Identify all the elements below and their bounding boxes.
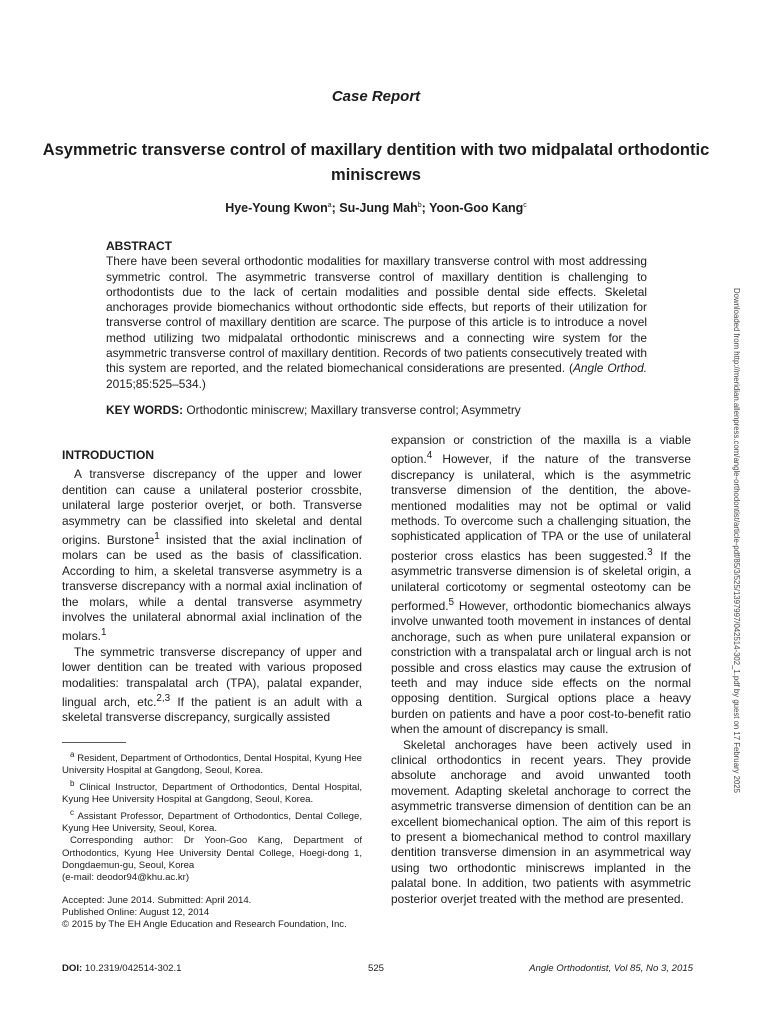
abstract-body: There have been several orthodontic modalities for maxillary transverse control with most addressing symmetric control. The asymmetric transverse control of maxillary dentition is challenging to orthodontists due to the lack of certain modalities and possible dental side effects. Skeletal anchorages provide biomechanics without orthodontic side effects, but reports of their utilization for transverse control of maxillary dentition are scarce. The purpose of this article is to introduce a novel method utilizing two midpalatal orthodontic miniscrews and a connecting wire system for the asymmetric transverse control of maxillary dentition. Records of two patients consecutively treated with this system are reported, and the related biomechanical considerations are presented. ( bbox=[106, 254, 647, 376]
doi-value: 10.2319/042514-302.1 bbox=[82, 963, 182, 974]
footnote-affiliation-c bbox=[62, 807, 362, 836]
page-number: 525 bbox=[368, 963, 385, 974]
footnote-text: Clinical Instructor, Department of Orthodontics, Dental Hospital, Kyung Hee University Hospital at Gangdong, Seoul, Korea. bbox=[62, 781, 362, 806]
text-run: A transverse discrepancy of the upper and lower dentition can cause a unilateral posterior crossbite, unilateral large posterior overjet, or both. Transverse asymmetry can be classified into skeletal and dental origins. Burstone bbox=[62, 467, 362, 547]
text-run: If the asymmetric transverse dimension is of skeletal origin, a unilateral corticotomy or segmental osteotomy can be performed. bbox=[391, 548, 691, 613]
footnote-mark: b bbox=[70, 778, 75, 788]
author-name: Hye-Young Kwon bbox=[225, 201, 328, 215]
abstract-heading: ABSTRACT bbox=[106, 239, 172, 253]
reference-marker[interactable]: 1 bbox=[100, 627, 107, 639]
author-affiliation-mark: a bbox=[327, 201, 332, 209]
article-type-label: Case Report bbox=[331, 88, 421, 105]
footnote-corresponding-author: Corresponding author: Dr Yoon-Goo Kang, Department of Orthodontics, Kyung Hee University Dental College, Hoegi-dong 1, Dongdaemun-gu, Seoul, Korea bbox=[62, 835, 362, 871]
author-separator: ; bbox=[331, 201, 340, 215]
doi-label: DOI: bbox=[62, 963, 83, 974]
footnotes bbox=[62, 742, 362, 931]
author-list bbox=[0, 201, 752, 215]
footnote-affiliation-b bbox=[62, 778, 362, 807]
footnote-affiliation-a bbox=[62, 749, 362, 778]
footnote-published: Published Online: August 12, 2014 bbox=[62, 906, 210, 918]
article-title: Asymmetric transverse control of maxillary dentition with two midpalatal orthodontic miniscrews bbox=[42, 141, 710, 184]
right-column bbox=[391, 433, 691, 907]
footnote-text: Assistant Professor, Department of Orthodontics, Dental College, Kyung Hee University, Seoul, Korea. bbox=[62, 810, 362, 835]
footnote-copyright: © 2015 by The EH Angle Education and Research Foundation, Inc. bbox=[62, 919, 347, 931]
paragraph bbox=[391, 433, 691, 738]
text-run: If the patient is an adult with a skeletal transverse discrepancy, surgically assisted bbox=[62, 695, 362, 725]
author-separator: ; bbox=[421, 201, 430, 215]
footnote-email[interactable]: (e-mail: deodor94@khu.ac.kr) bbox=[62, 872, 190, 884]
journal-citation: Angle Orthodontist, Vol 85, No 3, 2015 bbox=[529, 963, 693, 974]
left-column bbox=[62, 448, 362, 726]
text-run: The symmetric transverse discrepancy of upper and lower dentition can be treated with various proposed modalities: transpalatal arch (TPA), palatal expander, lingual arch, etc. bbox=[62, 644, 362, 709]
reference-marker[interactable]: 1 bbox=[154, 531, 160, 543]
abstract-text bbox=[106, 254, 647, 392]
citation-details: 2015;85:525–534.) bbox=[106, 376, 206, 391]
text-run: However, if the nature of the transverse discrepancy is unilateral, which is the asymmetric transverse dimension of the dentition, the above-mentioned modalities may not be optimal or valid methods. To overcome such a challenging situation, the sophisticated application of TPA or the use of unilateral posterior cross elastics has been suggested. bbox=[391, 452, 691, 563]
text-run: expansion or constriction of the maxilla is a viable option. bbox=[391, 433, 691, 467]
text-run: insisted that the axial inclination of molars can be used as the basis of classification. According to him, a skeletal transverse asymmetry is a transverse discrepancy with a normal axial inclination of the molars, while a dental transverse asymmetry involves the unilateral abnormal axial inclination of the molars. bbox=[62, 533, 362, 644]
author-affiliation-mark: c bbox=[523, 201, 527, 209]
footnote-divider bbox=[62, 742, 126, 743]
reference-marker[interactable]: 4 bbox=[426, 450, 433, 462]
paragraph bbox=[62, 467, 362, 644]
keywords-text: Orthodontic miniscrew; Maxillary transverse control; Asymmetry bbox=[183, 403, 521, 417]
reference-marker[interactable]: 2,3 bbox=[156, 693, 171, 705]
text-run: However, orthodontic biomechanics always involve unwanted tooth movement in instances of dental anchorage, such as when pure unilateral expansion or constriction with a transpalatal arch or lingual arch is not possible and cross elastics may cause the extrusion of teeth and may induce side effects on the normal opposing dentition. Surgical options place a heavy burden on patients and have a poor cost-to-benefit ratio when the amount of discrepancy is small. bbox=[391, 598, 691, 737]
author-name: Su-Jung Mah bbox=[339, 201, 418, 215]
author-affiliation-mark: b bbox=[417, 201, 422, 209]
abstract-section bbox=[106, 239, 647, 392]
footnote-dates: Accepted: June 2014. Submitted: April 2014. bbox=[62, 894, 252, 906]
download-watermark: Downloaded from http://meridian.allenpress.com/angle-orthodontist/article-pdf/85/3/525/1397997/042514-302_1.pdf by guest on 17 February 2025 bbox=[732, 288, 741, 793]
section-heading-introduction: INTRODUCTION bbox=[62, 448, 154, 462]
paragraph: Skeletal anchorages have been actively used in clinical orthodontics in recent years. They provide absolute anchorage and avoid unwanted tooth movement. Adapting skeletal anchorage to correct the asymmetric transverse dimension of dentition can be an excellent biomechanical option. The aim of this report is to present a biomechanical method to control maxillary dentition transverse dimension in an asymmetrical way using two orthodontic miniscrews implanted in the palatal bone. In addition, two patients with asymmetric posterior overjet treated with the method are presented. bbox=[391, 737, 691, 906]
citation-journal: Angle Orthod. bbox=[573, 361, 648, 376]
paragraph bbox=[62, 645, 362, 726]
doi[interactable] bbox=[62, 963, 182, 974]
keywords-line bbox=[106, 403, 666, 418]
footnote-mark: c bbox=[70, 807, 74, 817]
reference-marker[interactable]: 3 bbox=[647, 546, 653, 558]
keywords-label: KEY WORDS: bbox=[106, 403, 184, 417]
footnote-mark: a bbox=[70, 750, 75, 759]
author-name: Yoon-Goo Kang bbox=[429, 201, 524, 215]
reference-marker[interactable]: 5 bbox=[448, 597, 455, 608]
footnote-text: Resident, Department of Orthodontics, Dental Hospital, Kyung Hee University Hospital at Gangdong, Seoul, Korea. bbox=[62, 753, 362, 777]
